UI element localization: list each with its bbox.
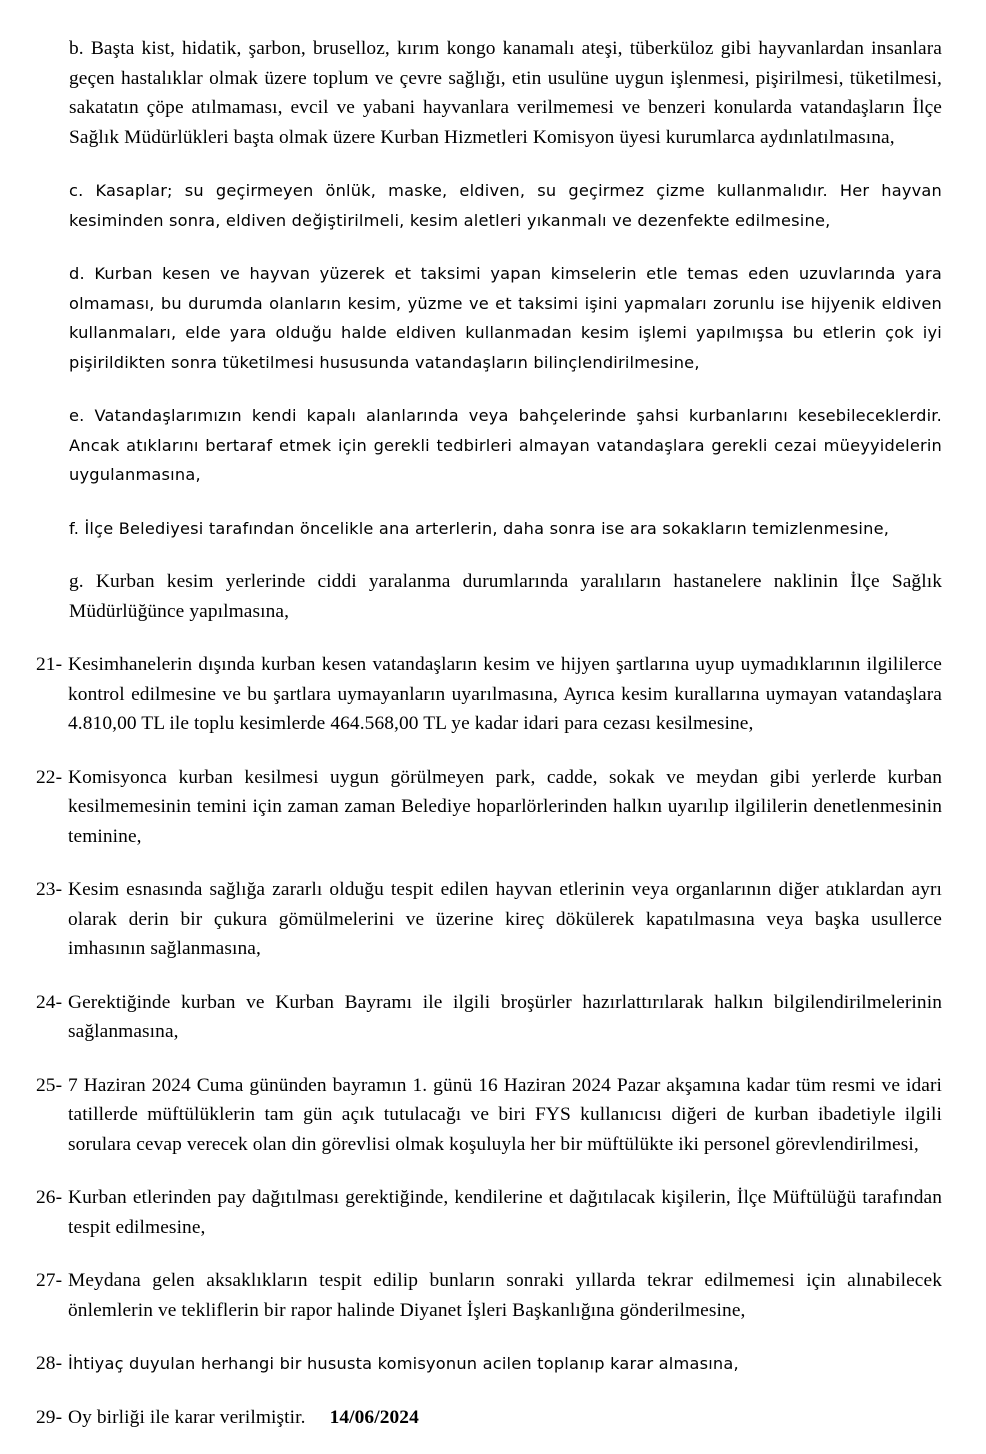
- article-text: Kurban etlerinden pay dağıtılması gerektiğinde, kendilerine et dağıtılacak kişilerin, İlçe Müftülüğü tarafından tespit edilmesine,: [68, 1187, 942, 1238]
- clause-text: İlçe Belediyesi tarafından öncelikle ana arterlerin, daha sonra ise ara sokakların temizlenmesine,: [84, 518, 890, 538]
- clause-label: d.: [69, 264, 85, 283]
- article-text: Kesimhanelerin dışında kurban kesen vatandaşların kesim ve hijyen şartlarına uyup uymadıklarının ilgililerce kontrol edilmesine ve bu şartlara uymayanların uyarılmasına, Ayrıca kesim kurallarına uymayan vatandaşlara 4.810,00 TL ile toplu kesimlerde 464.568,00 TL ye kadar idari para cezası kesilmesine,: [68, 654, 942, 734]
- article-25: [36, 1071, 942, 1160]
- article-22: [36, 763, 942, 852]
- article-number: 22-: [36, 766, 63, 788]
- article-text: İhtiyaç duyulan herhangi bir hususta komisyonun acilen toplanıp karar almasına,: [68, 1354, 739, 1373]
- clause-text: Vatandaşlarımızın kendi kapalı alanlarında veya bahçelerinde şahsi kurbanlarını kesebileceklerdir. Ancak atıklarını bertaraf etmek için gerekli tedbirleri almayan vatandaşlara gerekli cezai müeyyidelerin uygulanmasına,: [69, 406, 942, 484]
- article-24: [36, 988, 942, 1047]
- article-number: 28-: [36, 1353, 63, 1374]
- article-number: 27-: [36, 1270, 63, 1291]
- article-text: Komisyonca kurban kesilmesi uygun görülmeyen park, cadde, sokak ve meydan gibi yerlerde kurban kesilmemesinin temini için zaman zaman Belediye hoparlörlerinden halkın uyarılıp ilgililerin denetlenmesinin teminine,: [68, 766, 942, 847]
- article-number: 29-: [36, 1406, 63, 1428]
- article-21: [36, 650, 942, 739]
- clause-label: g.: [69, 571, 84, 592]
- article-29: [36, 1403, 942, 1433]
- article-text: Oy birliği ile karar verilmiştir.: [68, 1406, 306, 1428]
- article-27: [36, 1266, 942, 1325]
- clause-label: e.: [69, 406, 85, 425]
- article-text: Gerektiğinde kurban ve Kurban Bayramı ile ilgili broşürler hazırlattırılarak halkın bilgilendirilmelerinin sağlanmasına,: [68, 991, 942, 1042]
- article-28: [36, 1349, 942, 1379]
- article-26: [36, 1183, 942, 1242]
- clause-label: b.: [69, 38, 84, 59]
- article-number: 24-: [36, 991, 63, 1013]
- article-number: 26-: [36, 1187, 63, 1208]
- clause-d: [69, 259, 942, 377]
- article-text: 7 Haziran 2024 Cuma gününden bayramın 1. günü 16 Haziran 2024 Pazar akşamına kadar tüm resmi ve idari tatillerde müftülüklerin tam gün açık tutulacağı ve biri FYS kullanıcısı diğeri de kurban ibadetiyle ilgili sorulara cevap verecek olan din görevlisi olmak koşuluyla her bir müftülükte iki personel görevlendirilmesi,: [68, 1074, 942, 1155]
- decision-date: 14/06/2024: [329, 1406, 419, 1428]
- clause-b: [69, 34, 942, 152]
- clause-label: f.: [69, 518, 80, 538]
- clause-text: Kasaplar; su geçirmeyen önlük, maske, eldiven, su geçirmez çizme kullanmalıdır. Her hayvan kesiminden sonra, eldiven değiştirilmeli, kesim aletleri yıkanmalı ve dezenfekte edilmesine,: [69, 181, 942, 230]
- clause-label: c.: [69, 181, 84, 200]
- article-text: Meydana gelen aksaklıkların tespit edilip bunların sonraki yıllarda tekrar edilmemesi için alınabilecek önlemlerin ve tekliflerin bir rapor halinde Diyanet İşleri Başkanlığına gönderilmesine,: [68, 1270, 942, 1321]
- clause-f: [69, 514, 942, 544]
- clause-e: [69, 401, 942, 490]
- article-number: 21-: [36, 654, 63, 675]
- clause-text: Kurban kesen ve hayvan yüzerek et taksimi yapan kimselerin etle temas eden uzuvlarında yara olmaması, bu durumda olanların kesim, yüzme ve et taksimi işini yapmaları zorunlu ise hijyenik eldiven kullanmaları, elde yara olduğu halde eldiven kullanmadan kesim işlemi yapılmışsa bu etlerin çok iyi pişirildikten sonra tüketilmesi hususunda vatandaşların bilinçlendirilmesine,: [69, 264, 942, 372]
- article-23: [36, 875, 942, 964]
- article-text-wrapper: [68, 1403, 942, 1433]
- clause-text: Başta kist, hidatik, şarbon, bruselloz, kırım kongo kanamalı ateşi, tüberküloz gibi hayvanlardan insanlara geçen hastalıklar olmak üzere toplum ve çevre sağlığı, etin usulüne uygun işlenmesi, pişirilmesi, tüketilmesi, sakatatın çöpe atılmaması, evcil ve yabani hayvanlara verilmemesi ve benzeri konularda vatandaşların İlçe Sağlık Müdürlükleri başta olmak üzere Kurban Hizmetleri Komisyon üyesi kurumlarca aydınlatılmasına,: [69, 38, 942, 148]
- article-number: 25-: [36, 1074, 63, 1096]
- clause-text: Kurban kesim yerlerinde ciddi yaralanma durumlarında yaralıların hastanelere naklinin İlçe Sağlık Müdürlüğünce yapılmasına,: [69, 571, 942, 622]
- clause-g: [69, 567, 942, 626]
- clause-c: [69, 176, 942, 235]
- article-number: 23-: [36, 879, 63, 900]
- article-text: Kesim esnasında sağlığa zararlı olduğu tespit edilen hayvan etlerinin veya organlarının diğer atıklardan ayrı olarak derin bir çukura gömülmelerini ve üzerine kireç dökülerek kapatılmasına veya başka usullerce imhasının sağlanmasına,: [68, 879, 942, 959]
